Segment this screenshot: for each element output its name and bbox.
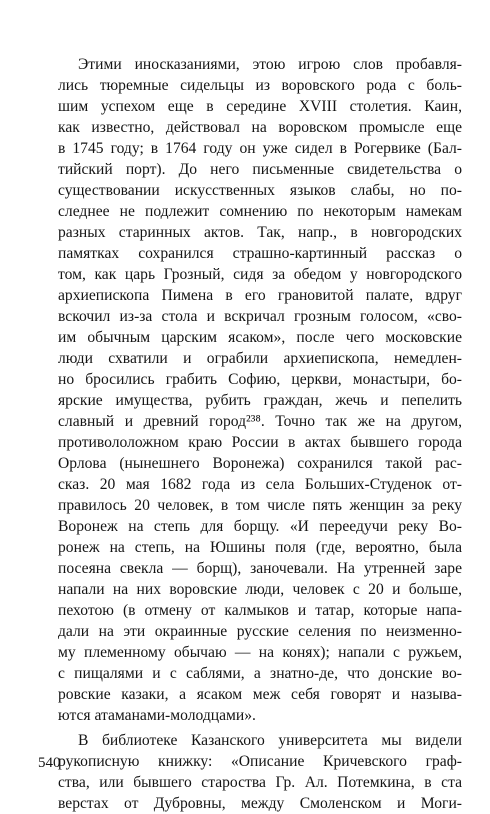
text-line: ства, или бывшего староства Гр. Ал. Потемкина, в ста (58, 774, 462, 791)
text-line: ронеж на степь, на Юшины поля (где, вероятно, была (58, 539, 462, 556)
text-line: пехотою (в отмену от калмыков и татар, которые напа- (58, 602, 462, 619)
text-line: архиепископа Пимена в его грановитой палате, вдруг (58, 287, 462, 304)
text-line: им обычным царским ясаком», после чего московские (58, 329, 462, 346)
text-line: ярские имущества, рубить граждан, жечь и пепелить (58, 392, 462, 409)
text-line: верстах от Дубровны, между Смоленском и Моги- (58, 795, 462, 812)
text-line: лись тюремные сидельцы из воровского рода с боль- (58, 77, 462, 94)
text-line: напали на них воровские люди, человек с 20 и больше, (58, 581, 462, 598)
text-line: сказ. 20 мая 1682 года из села Больших-Студенок от- (58, 476, 462, 493)
text-line: противололожном краю России в актах бывшего города (58, 434, 462, 451)
text-line: дали на эти окраинные русские селения по неизменно- (58, 623, 462, 640)
text-line: му племенному обычаю — на конях); напали с ружьем, (58, 644, 462, 661)
text-line: ровские казаки, а ясаком меж себя говорят и называ- (58, 686, 462, 703)
text-line: существовании искусственных языков слабы, но по- (58, 182, 462, 199)
text-line: вскочил из-за стола и вскричал грозным голосом, «сво- (58, 308, 462, 325)
text-line: памятках сохранился страшно-картинный рассказ о (58, 245, 462, 262)
text-line: Воронеж на степь для борщу. «И переедучи реку Во- (58, 518, 462, 535)
text-line: следнее не подлежит сомнению по некоторым намекам (58, 203, 462, 220)
text-line: люди схватили и ограбили архиепископа, немедлен- (58, 350, 462, 367)
text-line: славный и древний город²³⁸. Точно так же на другом, (58, 413, 462, 430)
text-line: шим успехом еще в середине XVIII столетия. Каин, (58, 98, 462, 115)
text-line: ются атаманами-молодцами». (58, 707, 256, 724)
paragraph-2 (58, 730, 462, 814)
text-line: с пищалями и с саблями, а знатно-де, что донские во- (58, 665, 462, 682)
text-line: но бросились грабить Софию, церкви, монастыри, бо- (58, 371, 462, 388)
body-text (58, 54, 462, 814)
text-line: в 1745 году; в 1764 году он уже сидел в Рогервике (Бал- (58, 140, 462, 157)
text-line: том, как царь Грозный, сидя за обедом у новгородского (58, 266, 462, 283)
text-line: В библиотеке Казанского университета мы видели (78, 732, 462, 749)
text-line: рукописную книжку: «Описание Кричевского граф- (58, 753, 462, 770)
text-line: тийский порт). До него письменные свидетельства о (58, 161, 462, 178)
text-line: правилось 20 человек, в том числе пять женщин за реку (58, 497, 462, 514)
text-line: как известно, действовал на воровском промысле еще (58, 119, 462, 136)
page-number: 540 (38, 755, 61, 771)
text-line: посеяна свекла — борщ), заночевали. На утренней заре (58, 560, 462, 577)
text-line: Этими иносказаниями, этою игрою слов пробавля- (78, 56, 462, 73)
paragraph-1 (58, 54, 462, 726)
text-line: разных старинных актов. Так, напр., в новгородских (58, 224, 462, 241)
text-line: Орлова (нынешнего Воронежа) сохранился такой рас- (58, 455, 462, 472)
